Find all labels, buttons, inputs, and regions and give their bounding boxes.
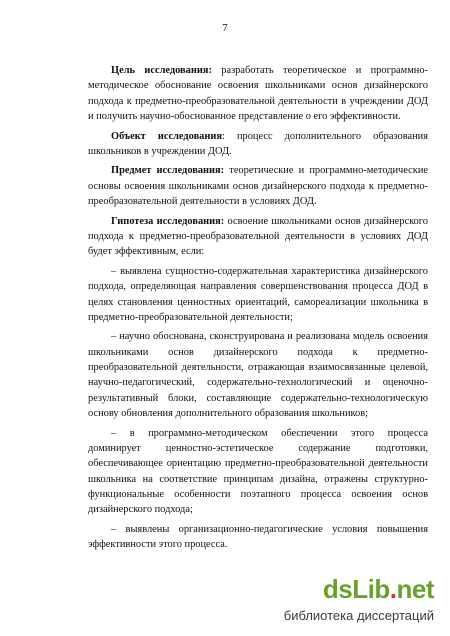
watermark-logo (323, 574, 434, 605)
watermark-logo-tld: net (396, 574, 434, 604)
body-text (88, 63, 428, 557)
paragraph-label: Гипотеза исследования: (111, 215, 225, 227)
paragraph-label: Объект исследования (111, 130, 222, 142)
paragraph-hypothesis (88, 214, 428, 260)
paragraph-body: : процесс дополнительного образования школьников в учреждении ДОД. (88, 130, 428, 157)
paragraph-body: – выявлена сущностно-содержательная характеристика дизайнерского подхода, определяющая направления совершенствования процесса ДОД в целях становления ценностных ориентаций, самореализации школьника в предметно-преобразовательной деятельности; (88, 265, 428, 323)
hypothesis-item (88, 264, 428, 325)
paragraph-body: теоретические и программно-методические основы освоения школьниками основ дизайнерского подхода к предметно-преобразовательной деятельности в условиях ДОД. (88, 165, 428, 208)
hypothesis-item (88, 522, 428, 553)
paragraph-body: – в программно-методическом обеспечении этого процесса доминирует ценностно-эстетическое содержание подготовки, обеспечивающее ориентацию предметно-преобразовательной деятельности школьника на соответствие принципам дизайна, отражены структурно-функциональные особенности поэтапного процесса освоения основ дизайнерского подхода; (88, 427, 428, 516)
hypothesis-item (88, 329, 428, 421)
watermark-logo-dot: . (389, 574, 397, 604)
paragraph-body: – выявлены организационно-педагогические условия повышения эффективности этого процесса. (88, 523, 428, 551)
paragraph-body: разработать теоретическое и программно-методическое обоснование освоения школьниками основ дизайнерского подхода к предметно-преобразовательной деятельности в учреждении ДОД и получить научно-обоснованное представление о его эффективности. (88, 65, 428, 123)
page-number: 7 (222, 22, 228, 34)
hypothesis-item (88, 426, 428, 518)
paragraph-body: – научно обоснована, сконструирована и реализована модель освоения школьниками основ дизайнерского подхода к предметно-преобразовательной деятельности, отражающая взаимосвязанные целевой, научно-педагогический, содержательно-технологический и оценочно-результативный блоки, составляющие содержательно-технологическую основу обновления дополнительного образования школьников; (88, 331, 428, 420)
paragraph-subject (88, 163, 428, 209)
paragraph-label: Предмет исследования: (111, 165, 225, 177)
dslib-watermark (262, 574, 442, 628)
paragraph-body: освоение школьниками основ дизайнерского подхода к предметно-преобразовательной деятельности в условиях ДОД будет эффективным, если: (88, 215, 428, 258)
watermark-logo-main: dsLib (322, 574, 390, 604)
paragraph-label: Цель исследования: (111, 65, 212, 76)
paragraph-goal (88, 63, 428, 124)
watermark-tagline: библиотека диссертаций (283, 608, 434, 623)
paragraph-object (88, 129, 428, 160)
